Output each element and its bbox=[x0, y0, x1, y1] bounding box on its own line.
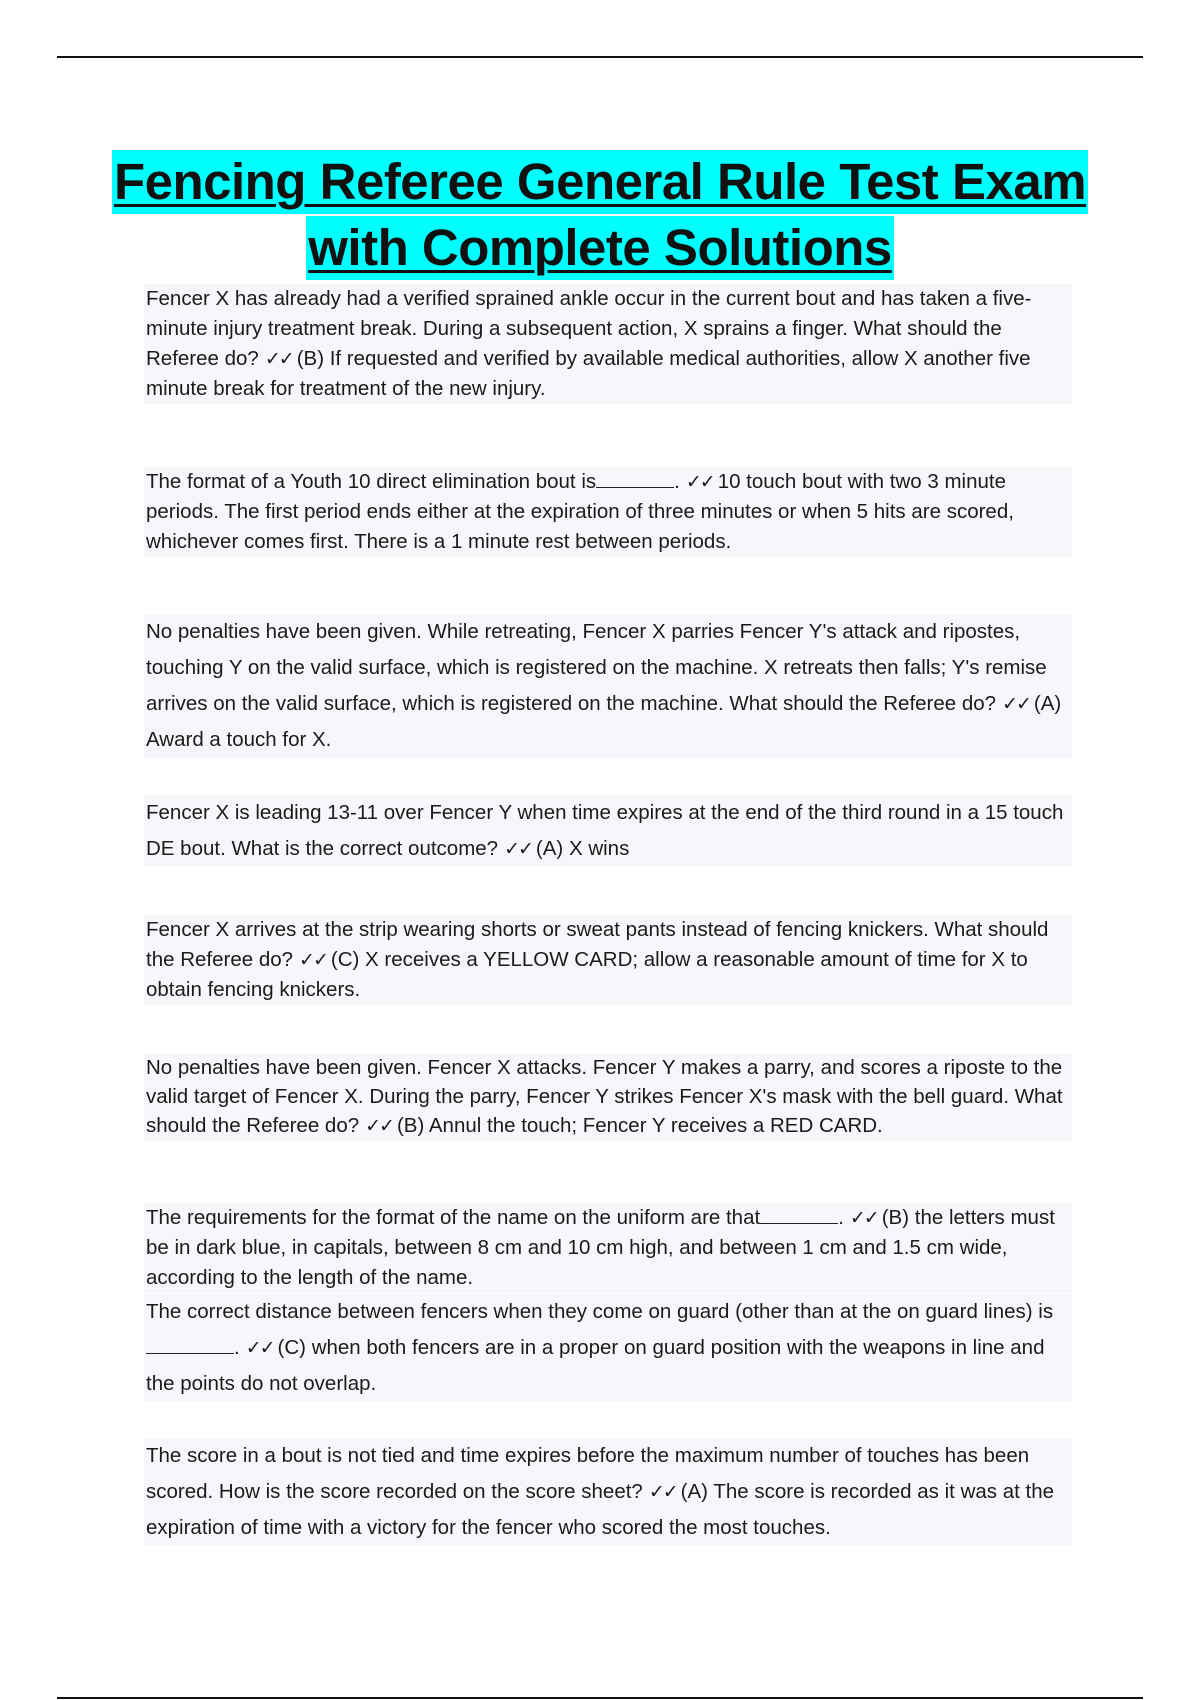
check-icon: ✓✓ bbox=[299, 949, 327, 971]
question-text: The score in a bout is not tied and time expires before the maximum number of touches has been scored. How is the score recorded on the score sheet? bbox=[146, 1444, 1030, 1503]
answer-text: 10 touch bout with two 3 minute periods. The first period ends either at the expiration of three minutes or when 5 hits are scored, whichever comes first. There is a 1 minute rest between periods. bbox=[146, 470, 1014, 553]
question-text: The requirements for the format of the name on the uniform are that bbox=[146, 1206, 761, 1229]
qa-item-8 bbox=[144, 1294, 1072, 1402]
question-text-end: . bbox=[838, 1206, 844, 1229]
qa-item-9 bbox=[144, 1438, 1072, 1546]
check-icon: ✓✓ bbox=[264, 348, 293, 370]
check-icon: ✓✓ bbox=[365, 1115, 393, 1137]
answer-blank bbox=[760, 1203, 838, 1224]
answer-text: (C) when both fencers are in a proper on guard position with the weapons in line and the points do not overlap. bbox=[146, 1336, 1045, 1395]
question-text-end: . bbox=[674, 470, 680, 493]
question-text: No penalties have been given. While retreating, Fencer X parries Fencer Y's attack and ripostes, touching Y on the valid surface, which is registered on the machine. X retreats then falls; Y's remise arrives on the valid surface, which is registered on the machine. What should the Referee do? bbox=[146, 620, 1047, 715]
title-line-1: Fencing Referee General Rule Test Exam bbox=[112, 150, 1088, 214]
check-icon: ✓✓ bbox=[245, 1337, 274, 1359]
qa-item-1 bbox=[144, 284, 1072, 404]
question-text: Fencer X is leading 13-11 over Fencer Y when time expires at the end of the third round in a 15 touch DE bout. What is the correct outcome? bbox=[146, 801, 1064, 860]
qa-item-2 bbox=[144, 467, 1072, 557]
answer-blank bbox=[596, 467, 674, 488]
question-text: Fencer X has already had a verified sprained ankle occur in the current bout and has taken a five-minute injury treatment break. During a subsequent action, X sprains a finger. What should the Referee do? bbox=[146, 287, 1032, 370]
question-text: No penalties have been given. Fencer X attacks. Fencer Y makes a parry, and scores a riposte to the valid target of Fencer X. During the parry, Fencer Y strikes Fencer X's mask with the bell guard. What should the Referee do? bbox=[146, 1056, 1063, 1137]
qa-item-4 bbox=[144, 795, 1072, 867]
answer-blank bbox=[146, 1333, 234, 1354]
question-text: Fencer X arrives at the strip wearing shorts or sweat pants instead of fencing knickers. What should the Referee do? bbox=[146, 918, 1049, 971]
answer-text: (A) The score is recorded as it was at the expiration of time with a victory for the fencer who scored the most touches. bbox=[146, 1480, 1055, 1539]
answer-text: (A) X wins bbox=[535, 837, 630, 860]
check-icon: ✓✓ bbox=[1002, 693, 1030, 715]
question-text: The correct distance between fencers when they come on guard (other than at the on guard lines) is bbox=[146, 1300, 1054, 1323]
top-rule bbox=[57, 56, 1143, 58]
check-icon: ✓✓ bbox=[504, 838, 532, 860]
check-icon: ✓✓ bbox=[685, 471, 714, 493]
answer-text: (B) the letters must be in dark blue, in capitals, between 8 cm and 10 cm high, and between 1 cm and 1.5 cm wide, according to the length of the name. bbox=[146, 1206, 1055, 1289]
qa-item-3 bbox=[144, 614, 1072, 758]
qa-item-7 bbox=[144, 1203, 1072, 1293]
answer-text: (A) Award a touch for X. bbox=[146, 692, 1062, 751]
title-line-2: with Complete Solutions bbox=[306, 216, 894, 280]
question-text: The format of a Youth 10 direct elimination bout is bbox=[146, 470, 597, 493]
check-icon: ✓✓ bbox=[849, 1207, 878, 1229]
question-text-end: . bbox=[234, 1336, 240, 1359]
qa-item-6 bbox=[144, 1053, 1072, 1141]
answer-text: (B) If requested and verified by available medical authorities, allow X another five minute break for treatment of the new injury. bbox=[146, 347, 1031, 400]
check-icon: ✓✓ bbox=[648, 1481, 677, 1503]
answer-text: (B) Annul the touch; Fencer Y receives a RED CARD. bbox=[396, 1114, 883, 1137]
bottom-rule bbox=[57, 1697, 1143, 1699]
answer-text: (C) X receives a YELLOW CARD; allow a reasonable amount of time for X to obtain fencing knickers. bbox=[146, 948, 1028, 1001]
document-title bbox=[0, 150, 1200, 280]
qa-item-5 bbox=[144, 915, 1072, 1005]
